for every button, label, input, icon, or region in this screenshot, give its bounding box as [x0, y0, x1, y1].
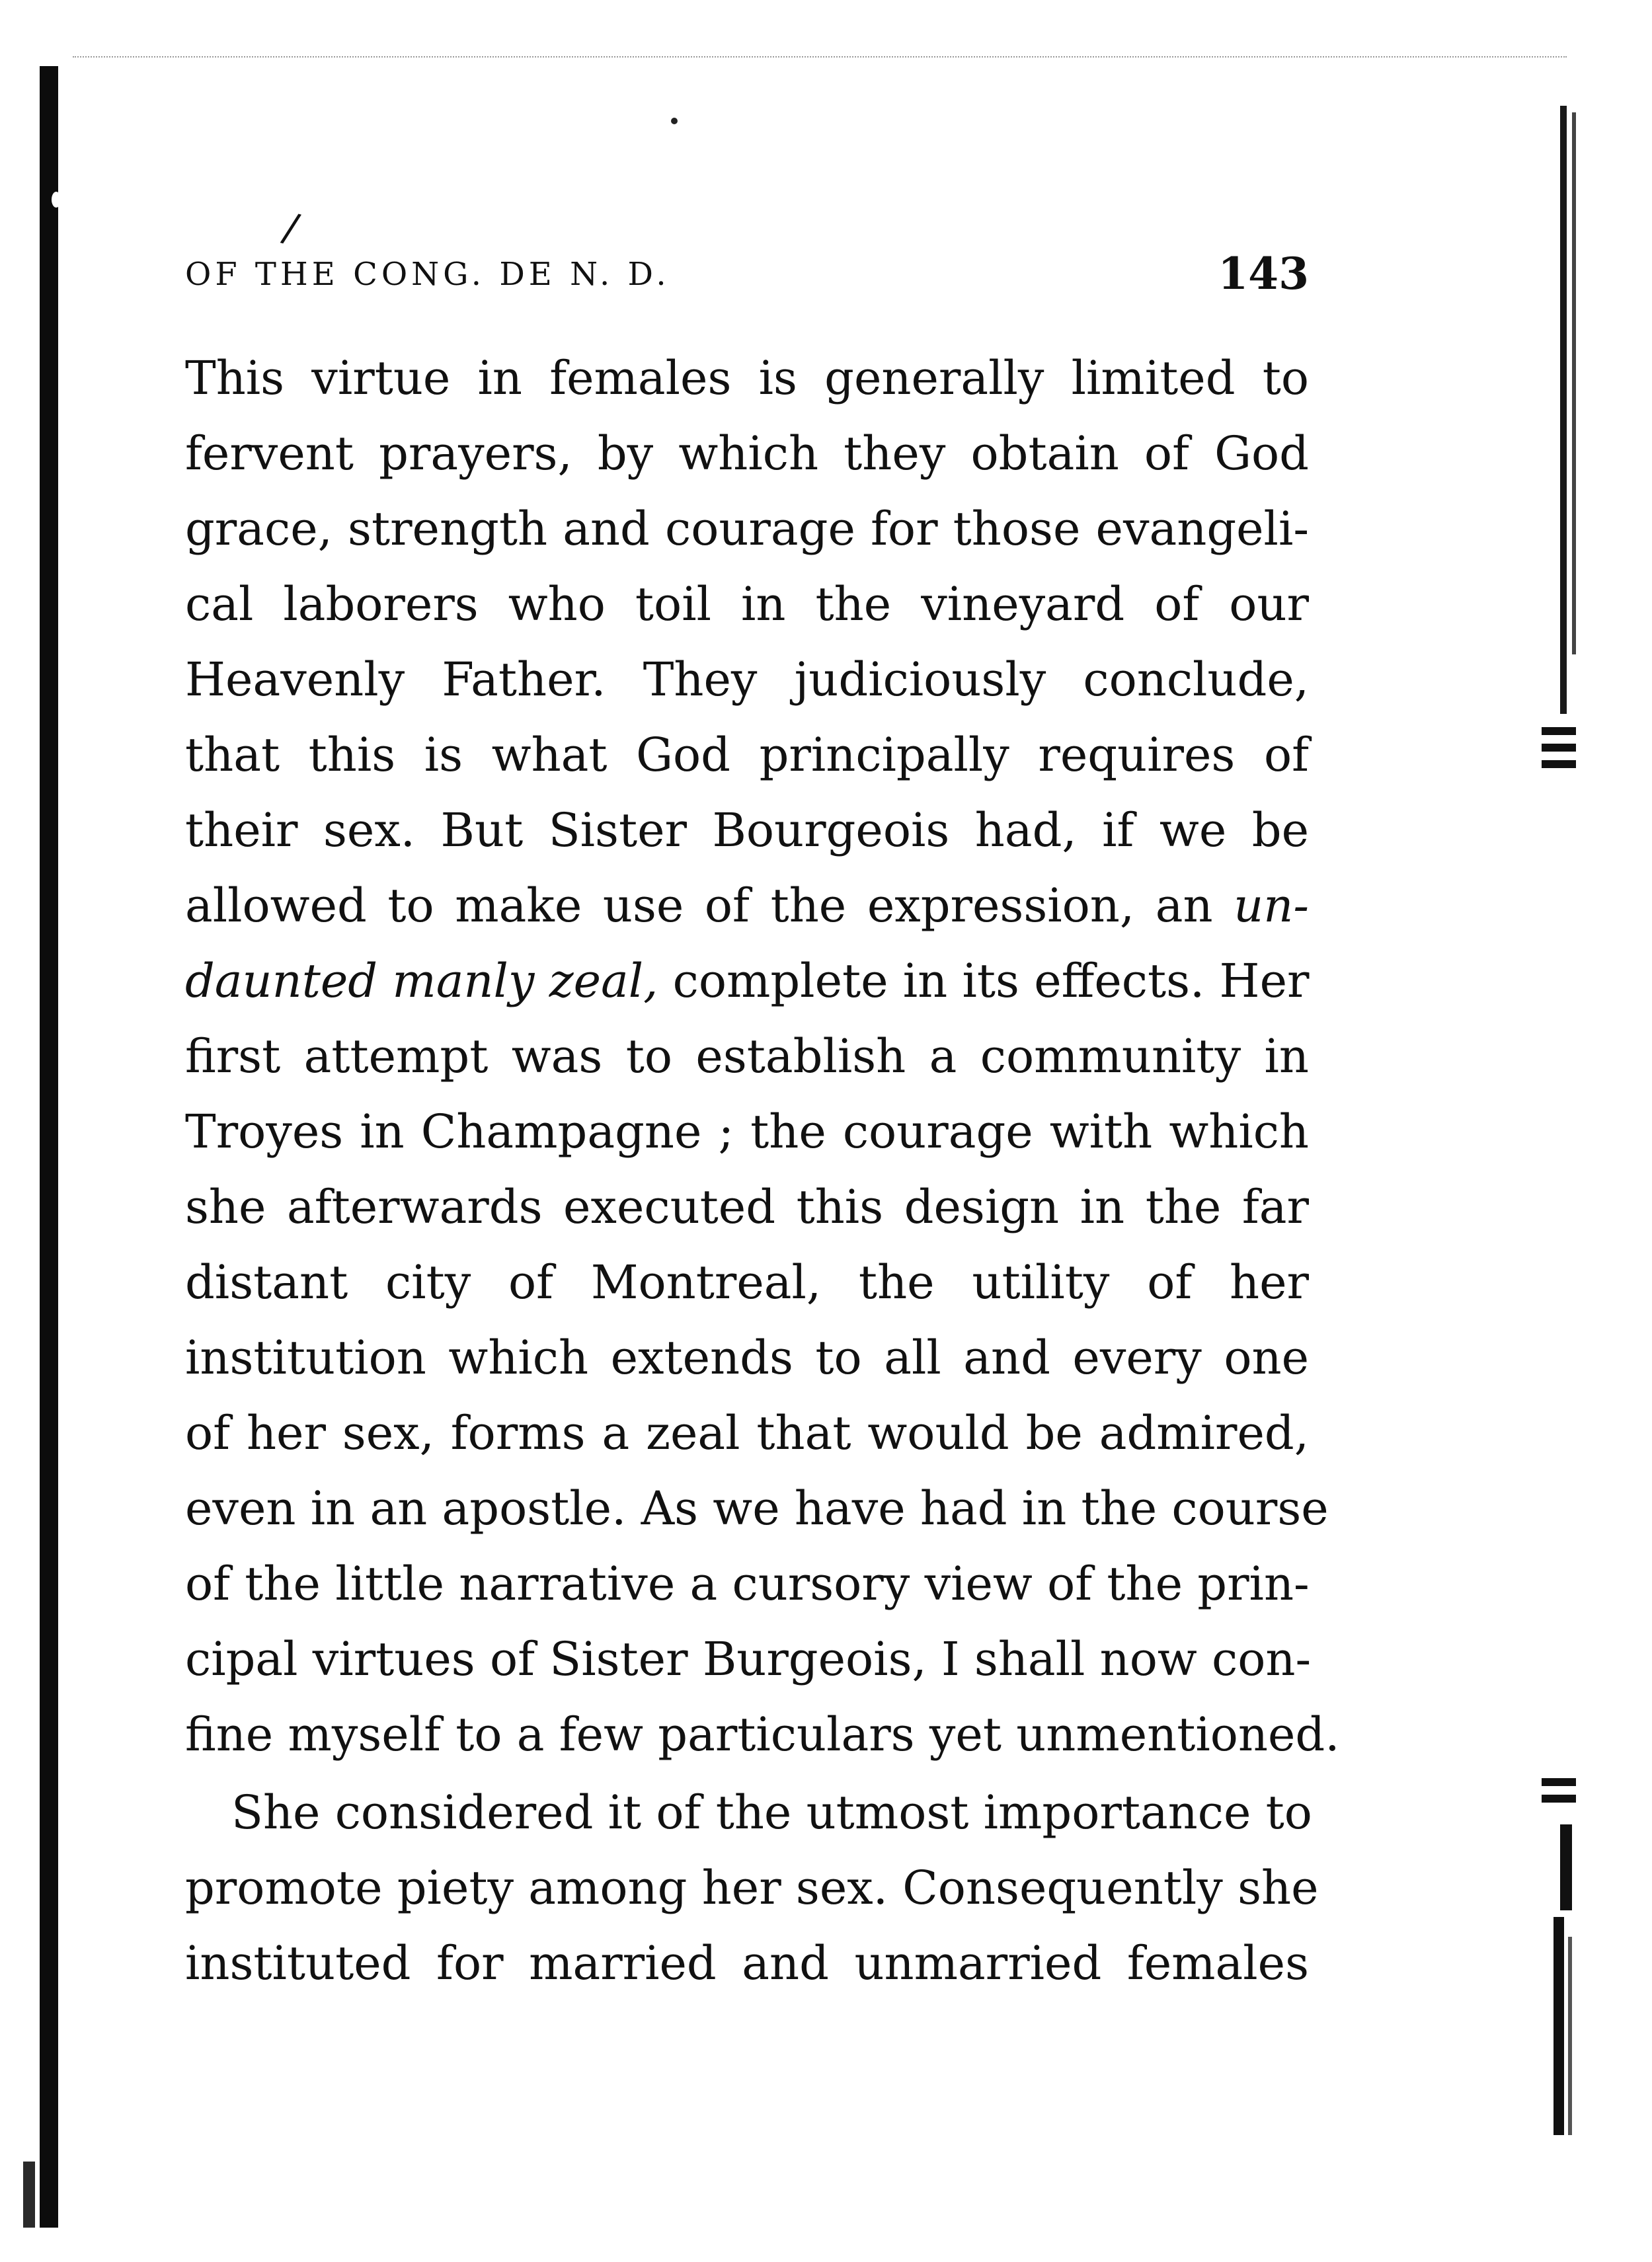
scan-edge-right — [1560, 106, 1567, 714]
text-line: fervent prayers, by which they obtain of God — [185, 426, 1309, 481]
scan-noise-top — [73, 56, 1567, 61]
text-line: promote piety among her sex. Consequently she — [185, 1861, 1319, 1915]
text-line: that this is what God principally requires of — [185, 728, 1309, 782]
text-line: even in an apostle. As we have had in the course — [185, 1481, 1329, 1536]
scan-mark — [1542, 760, 1576, 768]
italic-run: daunted manly zeal, — [185, 954, 658, 1008]
scan-mark — [1542, 1778, 1576, 1786]
text-line: cal laborers who toil in the vineyard of our — [185, 577, 1309, 631]
text-line: institution which extends to all and every one — [185, 1331, 1309, 1385]
text-line: This virtue in females is generally limited to — [185, 351, 1309, 405]
text-line: of the little narrative a cursory view of the prin- — [185, 1557, 1310, 1611]
italic-run: un- — [1234, 878, 1309, 933]
scan-edge-right — [1560, 1824, 1572, 1910]
scan-mark — [1542, 727, 1576, 735]
text-line: of her sex, forms a zeal that would be admired, — [185, 1406, 1309, 1460]
text-line-with-italic — [185, 943, 1309, 1019]
text-line: Troyes in Champagne ; the courage with which — [185, 1105, 1309, 1159]
ink-speck — [671, 118, 678, 124]
text-line: first attempt was to establish a community in — [185, 1029, 1309, 1083]
text-line: instituted for married and unmarried females — [185, 1936, 1309, 1990]
page-header — [185, 248, 1309, 307]
scan-edge-right — [1572, 112, 1576, 654]
ink-speck — [52, 192, 61, 208]
scan-edge-right — [1554, 1917, 1564, 2135]
stray-pen-mark: / — [278, 204, 303, 253]
paragraph — [185, 1775, 1319, 2001]
text-line: cipal virtues of Sister Burgeois, I shall now con- — [185, 1632, 1312, 1686]
text-run: complete in its effects. Her — [658, 954, 1310, 1008]
text-line: their sex. But Sister Bourgeois had, if we be — [185, 803, 1309, 857]
scan-mark — [1542, 744, 1576, 752]
running-head: OF THE CONG. DE N. D. — [185, 256, 670, 293]
paragraph — [185, 340, 1340, 1772]
text-line: fine myself to a few particulars yet unmentioned. — [185, 1707, 1340, 1762]
body-text — [185, 340, 1340, 2001]
page-number: 143 — [1218, 248, 1309, 299]
text-line: grace, strength and courage for those evangeli- — [185, 502, 1309, 556]
text-line: Heavenly Father. They judiciously conclude, — [185, 652, 1309, 707]
text-line-with-italic — [185, 868, 1309, 943]
text-line: She considered it of the utmost importance to — [231, 1785, 1312, 1840]
scan-edge-right — [1568, 1937, 1572, 2135]
binding-edge — [40, 66, 58, 2228]
text-line: she afterwards executed this design in the far — [185, 1180, 1309, 1234]
text-run: allowed to make use of the expression, an — [185, 878, 1234, 933]
scan-mark — [1542, 1795, 1576, 1803]
text-line: distant city of Montreal, the utility of her — [185, 1255, 1309, 1309]
binding-edge-corner — [23, 2162, 35, 2228]
